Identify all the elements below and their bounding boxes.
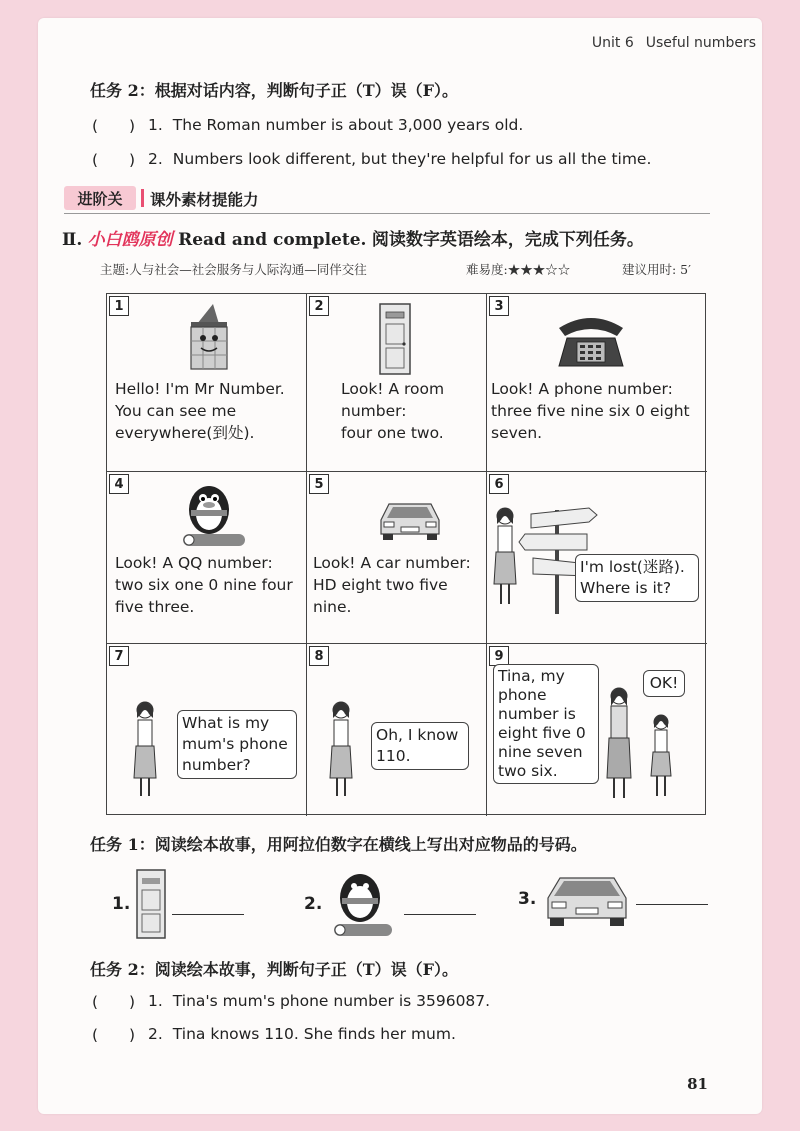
item-text: The Roman number is about 3,000 years old. <box>172 116 524 134</box>
suggested-time: 建议用时: 5′ <box>622 262 691 277</box>
exercise-theme: 主题:人与社会—社会服务与人际沟通—同伴交往 <box>100 262 367 277</box>
bubble-line: What is my <box>182 714 270 732</box>
comic-panel-5 <box>307 472 487 644</box>
task-a-item-2 <box>92 148 651 170</box>
item-number: 2. <box>148 150 163 168</box>
answer-paren[interactable]: ( ) <box>92 993 136 1011</box>
door-icon <box>377 302 413 376</box>
girl-tina-icon <box>125 696 165 806</box>
page-header <box>592 35 756 51</box>
comic-panel-8 <box>307 644 487 816</box>
task-a-item-1 <box>92 114 523 136</box>
speech-bubble <box>575 554 699 602</box>
exercise-title <box>62 225 644 250</box>
item-number: 1. <box>148 992 163 1010</box>
girl-tina-icon <box>645 710 677 802</box>
item-number: 2. <box>148 1025 163 1043</box>
comic-panel-1 <box>107 294 307 472</box>
panel-number: 9 <box>489 646 509 666</box>
car-icon <box>377 494 443 542</box>
answer-blank-3[interactable] <box>636 904 708 905</box>
panel-text <box>115 552 307 618</box>
text-line: Look! A car number: <box>313 554 471 572</box>
panel-number: 7 <box>109 646 129 666</box>
panel-number: 4 <box>109 474 129 494</box>
panel-text <box>313 552 487 618</box>
task-1-title: 任务 1：阅读绘本故事，用阿拉伯数字在横线上写出对应物品的号码。 <box>90 835 587 854</box>
item-text: Tina knows 110. She finds her mum. <box>172 1025 456 1043</box>
panel-text <box>341 378 486 444</box>
page-number: 81 <box>687 1075 708 1093</box>
door-icon <box>134 868 168 940</box>
item-text: Tina's mum's phone number is 3596087. <box>172 992 491 1010</box>
comic-panel-9 <box>487 644 707 816</box>
text-line: nine. <box>313 598 352 616</box>
panel-number: 8 <box>309 646 329 666</box>
item-text: Numbers look different, but they're helpful for us all the time. <box>172 150 652 168</box>
panel-number: 5 <box>309 474 329 494</box>
task-b-item-2 <box>92 1023 456 1045</box>
panel-number: 1 <box>109 296 129 316</box>
answer-blank-1[interactable] <box>172 914 244 915</box>
bubble-line: 110. <box>376 747 411 765</box>
exercise-instruction-cn: 阅读数字英语绘本，完成下列任务。 <box>371 230 644 250</box>
telephone-icon <box>553 312 629 370</box>
text-line: You can see me <box>115 402 237 420</box>
text-line: four one two. <box>341 424 444 442</box>
exercise-number: Ⅱ. <box>62 230 83 250</box>
item-number: 3. <box>518 889 537 909</box>
text-line: Look! A QQ number: <box>115 554 273 572</box>
bubble-line: mum's phone <box>182 735 288 753</box>
speech-bubble <box>177 710 297 779</box>
panel-text <box>115 378 307 444</box>
section-label: 课外素材提能力 <box>150 190 259 209</box>
answer-paren[interactable]: ( ) <box>92 151 136 169</box>
bubble-line: Where is it? <box>580 579 672 597</box>
mr-number-icon <box>179 302 239 374</box>
section-bar <box>64 184 710 214</box>
brand-label: 小白鸥原创 <box>87 230 173 250</box>
answer-paren[interactable]: ( ) <box>92 117 136 135</box>
bubble-line: I'm lost(迷路). <box>580 558 685 576</box>
qq-penguin-icon <box>177 478 247 550</box>
comic-panel-7 <box>107 644 307 816</box>
item-number: 1. <box>112 894 131 914</box>
text-line: HD eight two five <box>313 576 448 594</box>
qq-penguin-icon <box>326 868 394 940</box>
difficulty-rating: 难易度:★★★☆☆ <box>466 262 571 277</box>
item-number: 2. <box>304 894 323 914</box>
task-b-title: 任务 2：阅读绘本故事，判断句子正（T）误（F）。 <box>90 960 458 979</box>
girl-tina-icon <box>321 696 361 806</box>
answer-blank-2[interactable] <box>404 914 476 915</box>
bubble-line: phone <box>498 686 547 704</box>
unit-label: Unit 6 <box>591 35 634 51</box>
text-line: number: <box>341 402 407 420</box>
comic-panel-4 <box>107 472 307 644</box>
comic-panel-2 <box>307 294 487 472</box>
answer-paren[interactable]: ( ) <box>92 1026 136 1044</box>
bubble-line: number is <box>498 705 576 723</box>
bubble-line: number? <box>182 756 251 774</box>
text-line: three five nine six 0 eight <box>491 402 690 420</box>
section-rule <box>64 213 710 214</box>
speech-bubble <box>493 664 599 784</box>
text-line: everywhere(到处). <box>115 424 255 442</box>
task-b-item-1 <box>92 990 490 1012</box>
text-line: five three. <box>115 598 195 616</box>
panel-number: 3 <box>489 296 509 316</box>
panel-text <box>491 378 706 444</box>
comic-panel-6 <box>487 472 707 644</box>
exercise-instruction-en: Read and complete. <box>178 230 367 250</box>
text-line: Look! A room <box>341 380 445 398</box>
panel-number: 6 <box>489 474 509 494</box>
bubble-line: nine seven <box>498 743 583 761</box>
speech-bubble: OK! <box>643 670 685 697</box>
car-icon <box>542 868 632 930</box>
speech-bubble <box>371 722 469 770</box>
text-line: Hello! I'm Mr Number. <box>115 380 285 398</box>
bubble-line: two six. <box>498 762 558 780</box>
bubble-line: eight five 0 <box>498 724 586 742</box>
bubble-line: Oh, I know <box>376 726 459 744</box>
task-1-item-3 <box>518 868 708 930</box>
text-line: two six one 0 nine four <box>115 576 293 594</box>
comic-panel-3 <box>487 294 707 472</box>
section-tag: 进阶关 <box>64 186 136 210</box>
panel-number: 2 <box>309 296 329 316</box>
bubble-line: Tina, my <box>498 667 565 685</box>
task-1-item-2 <box>304 868 476 940</box>
task-a-title: 任务 2：根据对话内容，判断句子正（T）误（F）。 <box>90 81 458 100</box>
comic-grid <box>106 293 706 815</box>
item-number: 1. <box>148 116 163 134</box>
unit-title: Useful numbers <box>645 35 756 51</box>
mum-icon <box>599 684 639 804</box>
text-line: Look! A phone number: <box>491 380 673 398</box>
task-1-item-1 <box>112 868 244 940</box>
text-line: seven. <box>491 424 543 442</box>
